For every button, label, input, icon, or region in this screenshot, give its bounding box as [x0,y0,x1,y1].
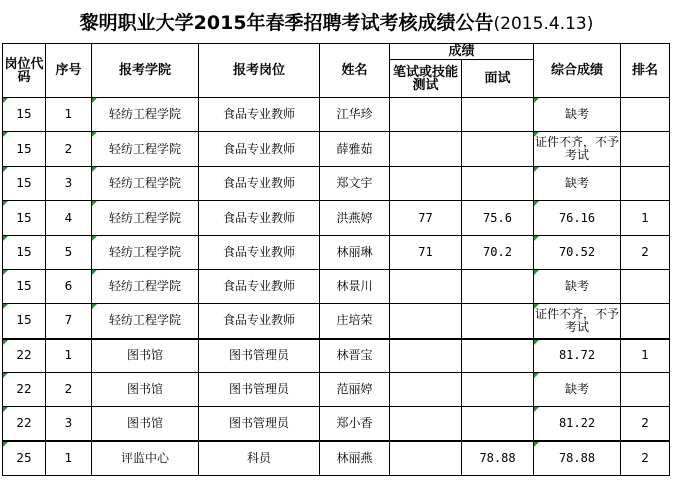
cell-rank: 2 [621,236,670,270]
cell-rank: 2 [621,441,670,476]
header-name: 姓名 [320,44,390,98]
cell-college: 轻纺工程学院 [92,132,199,167]
cell-college: 轻纺工程学院 [92,98,199,132]
cell-position: 食品专业教师 [199,236,320,270]
cell-written [390,441,462,476]
cell-marker-icon [3,98,8,103]
cell-position: 食品专业教师 [199,132,320,167]
title-text: 黎明职业大学2015年春季招聘考试考核成绩公告 [79,12,494,34]
cell-total: 76.16 [534,201,621,236]
page-title [0,8,673,35]
cell-college: 轻纺工程学院 [92,201,199,236]
cell-written: 71 [390,236,462,270]
cell-written [390,132,462,167]
cell-marker-icon [3,201,8,206]
cell-name: 林丽琳 [320,236,390,270]
cell-written: 77 [390,201,462,236]
cell-post-code: 25 [3,441,46,476]
cell-marker-icon [92,304,97,309]
cell-interview [462,407,534,441]
cell-marker-icon [534,132,539,137]
cell-marker-icon [534,98,539,103]
cell-seq: 2 [46,132,92,167]
cell-marker-icon [92,132,97,137]
cell-interview: 70.2 [462,236,534,270]
cell-marker-icon [534,340,539,345]
cell-rank [621,98,670,132]
cell-total: 证件不齐，不予考试 [534,132,621,167]
cell-rank: 2 [621,407,670,441]
cell-written [390,98,462,132]
cell-interview: 78.88 [462,441,534,476]
cell-marker-icon [3,373,8,378]
cell-rank [621,132,670,167]
cell-written [390,373,462,407]
cell-seq: 1 [46,441,92,476]
header-college: 报考学院 [92,44,199,98]
cell-seq: 1 [46,339,92,373]
cell-marker-icon [3,340,8,345]
cell-seq: 2 [46,373,92,407]
cell-seq: 3 [46,407,92,441]
cell-marker-icon [92,201,97,206]
table-row [3,373,670,407]
cell-interview: 75.6 [462,201,534,236]
cell-written [390,407,462,441]
cell-name: 薛雅茹 [320,132,390,167]
header-total: 综合成绩 [534,44,621,98]
cell-name: 范丽婷 [320,373,390,407]
cell-position: 食品专业教师 [199,304,320,339]
cell-seq: 4 [46,201,92,236]
cell-seq: 5 [46,236,92,270]
cell-marker-icon [3,304,8,309]
cell-total: 缺考 [534,270,621,304]
cell-interview [462,167,534,201]
cell-name: 林丽燕 [320,441,390,476]
cell-seq: 1 [46,98,92,132]
cell-rank: 1 [621,339,670,373]
cell-college: 轻纺工程学院 [92,236,199,270]
cell-post-code: 15 [3,304,46,339]
cell-total: 70.52 [534,236,621,270]
cell-seq: 6 [46,270,92,304]
cell-post-code: 22 [3,339,46,373]
cell-marker-icon [534,407,539,412]
cell-written [390,304,462,339]
score-table [2,43,670,476]
cell-name: 林晋宝 [320,339,390,373]
cell-rank [621,270,670,304]
cell-marker-icon [3,442,8,447]
table-row [3,441,670,476]
cell-written [390,339,462,373]
cell-total: 缺考 [534,98,621,132]
cell-post-code: 15 [3,132,46,167]
cell-post-code: 15 [3,98,46,132]
table-row [3,132,670,167]
cell-marker-icon [534,201,539,206]
header-rank: 排名 [621,44,670,98]
header-written: 笔试或技能测试 [390,60,462,98]
cell-interview [462,373,534,407]
table-row [3,270,670,304]
cell-interview [462,339,534,373]
header-interview: 面试 [462,60,534,98]
cell-total: 证件不齐，不予考试 [534,304,621,339]
cell-marker-icon [3,407,8,412]
cell-written [390,167,462,201]
cell-marker-icon [92,98,97,103]
cell-seq: 3 [46,167,92,201]
cell-total: 缺考 [534,167,621,201]
cell-total: 81.22 [534,407,621,441]
cell-interview [462,270,534,304]
header-position: 报考岗位 [199,44,320,98]
cell-interview [462,132,534,167]
header-seq: 序号 [46,44,92,98]
table-row [3,236,670,270]
cell-rank: 1 [621,201,670,236]
table-row [3,304,670,339]
cell-marker-icon [92,167,97,172]
cell-position: 食品专业教师 [199,167,320,201]
cell-college: 图书馆 [92,407,199,441]
cell-marker-icon [534,167,539,172]
cell-post-code: 22 [3,373,46,407]
header-post-code: 岗位代码 [3,44,46,98]
cell-marker-icon [534,304,539,309]
cell-marker-icon [534,236,539,241]
cell-marker-icon [534,270,539,275]
cell-college: 轻纺工程学院 [92,304,199,339]
cell-college: 评监中心 [92,441,199,476]
cell-post-code: 15 [3,167,46,201]
cell-total: 78.88 [534,441,621,476]
cell-name: 郑文宇 [320,167,390,201]
cell-college: 轻纺工程学院 [92,270,199,304]
cell-interview [462,98,534,132]
cell-marker-icon [3,132,8,137]
cell-post-code: 15 [3,270,46,304]
cell-marker-icon [92,236,97,241]
cell-marker-icon [92,270,97,275]
cell-marker-icon [534,442,539,447]
title-date: (2015.4.13) [493,14,594,34]
table-row [3,167,670,201]
cell-rank [621,167,670,201]
cell-position: 图书管理员 [199,407,320,441]
cell-rank [621,304,670,339]
cell-post-code: 22 [3,407,46,441]
table-row [3,407,670,441]
cell-position: 食品专业教师 [199,98,320,132]
cell-post-code: 15 [3,201,46,236]
table-row [3,201,670,236]
cell-position: 食品专业教师 [199,270,320,304]
cell-marker-icon [534,373,539,378]
cell-written [390,270,462,304]
cell-name: 郑小香 [320,407,390,441]
header-scores: 成绩 [390,44,534,60]
cell-total: 缺考 [534,373,621,407]
cell-name: 林景川 [320,270,390,304]
cell-college: 图书馆 [92,373,199,407]
table-row [3,98,670,132]
cell-seq: 7 [46,304,92,339]
cell-college: 图书馆 [92,339,199,373]
cell-interview [462,304,534,339]
cell-marker-icon [3,270,8,275]
table-body [3,98,670,476]
cell-position: 图书管理员 [199,373,320,407]
cell-rank [621,373,670,407]
cell-position: 科员 [199,441,320,476]
cell-marker-icon [3,167,8,172]
cell-marker-icon [3,236,8,241]
cell-position: 图书管理员 [199,339,320,373]
cell-name: 庄培荣 [320,304,390,339]
cell-position: 食品专业教师 [199,201,320,236]
cell-total: 81.72 [534,339,621,373]
table-row [3,339,670,373]
cell-name: 洪燕婷 [320,201,390,236]
cell-college: 轻纺工程学院 [92,167,199,201]
cell-post-code: 15 [3,236,46,270]
cell-name: 江华珍 [320,98,390,132]
